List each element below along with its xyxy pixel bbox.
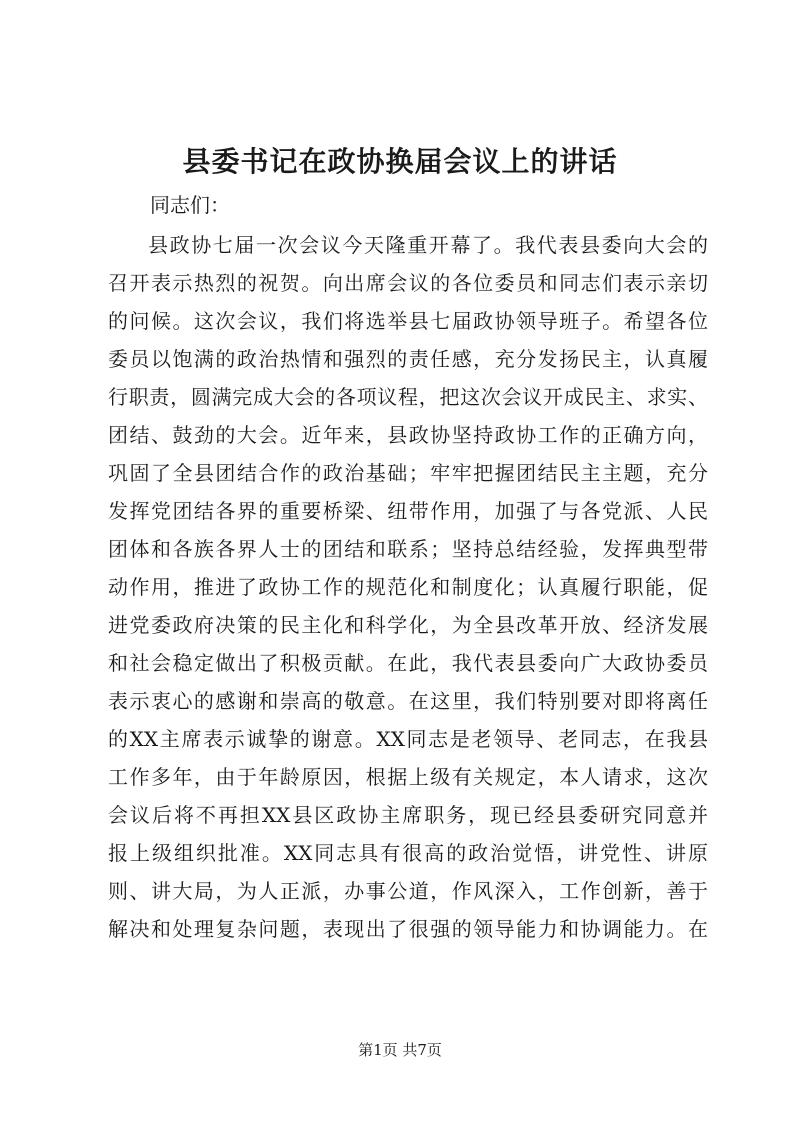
paragraph-line: 进党委政府决策的民主化和科学化，为全县改革开放、经济发展: [108, 613, 708, 637]
page-title: 县委书记在政协换届会议上的讲话: [182, 145, 618, 178]
page-number-footer: 第1页 共7页: [358, 1041, 442, 1059]
paragraph-line: 县政协七届一次会议今天隆重开幕了。我代表县委向大会的: [148, 233, 708, 257]
paragraph-line: 报上级组织批准。XX同志具有很高的政治觉悟，讲党性、讲原: [108, 841, 708, 865]
paragraph-line: 巩固了全县团结合作的政治基础；牢牢把握团结民主主题，充分: [108, 461, 708, 485]
paragraph-line: 表示衷心的感谢和崇高的敬意。在这里，我们特别要对即将离任: [108, 689, 708, 713]
body-paragraph: [108, 226, 708, 948]
paragraph-line: 团体和各族各界人士的团结和联系；坚持总结经验，发挥典型带: [108, 537, 708, 561]
paragraph-line: 团结、鼓劲的大会。近年来，县政协坚持政协工作的正确方向，: [108, 423, 708, 447]
paragraph-line: 行职责，圆满完成大会的各项议程，把这次会议开成民主、求实、: [108, 385, 708, 409]
salutation: 同志们：: [150, 193, 230, 217]
paragraph-line: 发挥党团结各界的重要桥梁、纽带作用，加强了与各党派、人民: [108, 499, 708, 523]
paragraph-line: 解决和处理复杂问题，表现出了很强的领导能力和协调能力。在: [108, 917, 708, 941]
paragraph-line: 动作用，推进了政协工作的规范化和制度化；认真履行职能，促: [108, 575, 708, 599]
paragraph-line: 的XX主席表示诚挚的谢意。XX同志是老领导、老同志，在我县: [108, 727, 708, 751]
paragraph-line: 的问候。这次会议，我们将选举县七届政协领导班子。希望各位: [108, 309, 708, 333]
paragraph-line: 和社会稳定做出了积极贡献。在此，我代表县委向广大政协委员: [108, 651, 708, 675]
paragraph-line: 委员以饱满的政治热情和强烈的责任感，充分发扬民主，认真履: [108, 347, 708, 371]
paragraph-line: 则、讲大局，为人正派，办事公道，作风深入，工作创新，善于: [108, 879, 708, 903]
paragraph-line: 召开表示热烈的祝贺。向出席会议的各位委员和同志们表示亲切: [108, 271, 708, 295]
paragraph-line: 工作多年，由于年龄原因，根据上级有关规定，本人请求，这次: [108, 765, 708, 789]
paragraph-line: 会议后将不再担XX县区政协主席职务，现已经县委研究同意并: [108, 803, 708, 827]
